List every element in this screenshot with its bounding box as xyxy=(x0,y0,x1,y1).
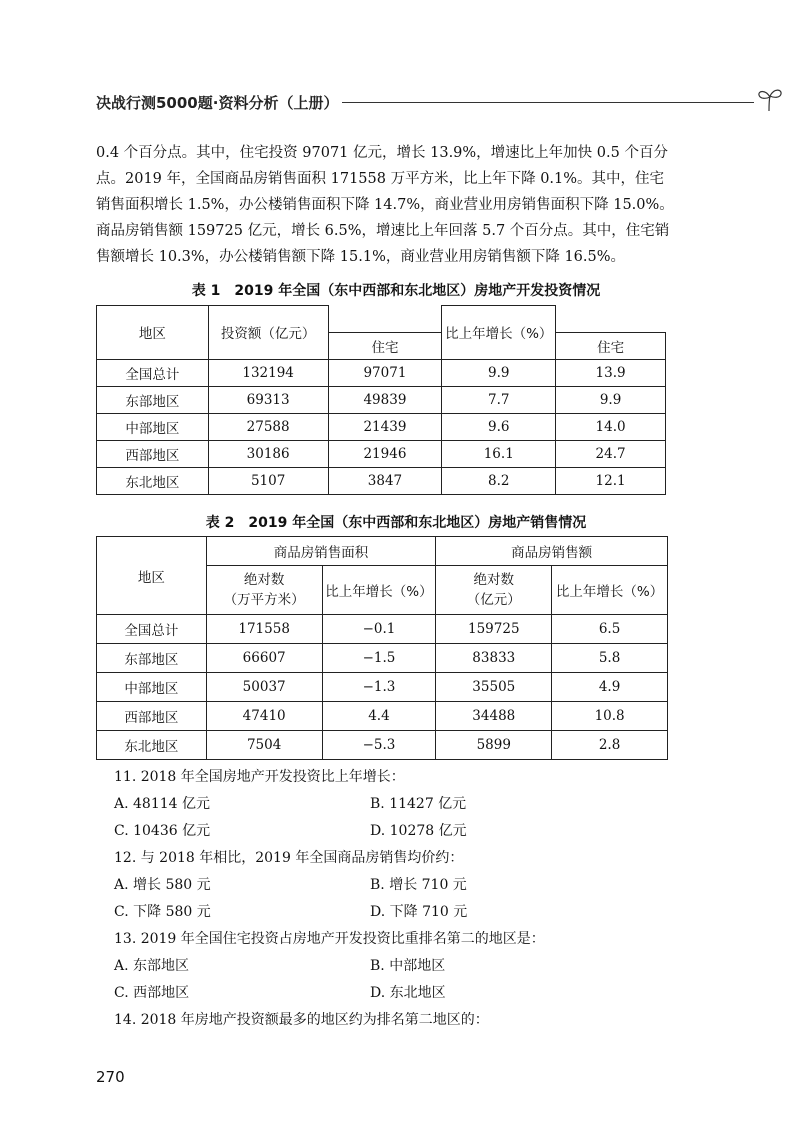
option-a: A. 48114 亿元 xyxy=(114,796,210,812)
cell-area-growth: −0.1 xyxy=(322,615,436,644)
header-sales: 商品房销售额 xyxy=(436,537,668,566)
table-row xyxy=(97,702,668,731)
table2-caption: 表 2 2019 年全国（东中西部和东北地区）房地产销售情况 xyxy=(205,515,587,531)
table1-caption: 表 1 2019 年全国（东中西部和东北地区）房地产开发投资情况 xyxy=(191,283,601,299)
sales-table xyxy=(96,536,668,760)
header-region: 地区 xyxy=(97,306,209,360)
cell-residential: 3847 xyxy=(328,467,442,494)
header-area-growth: 比上年增长（%） xyxy=(322,566,436,615)
header-growth-residential: 住宅 xyxy=(556,332,666,359)
cell-sales-growth: 5.8 xyxy=(552,644,668,673)
cell-area-growth: −1.5 xyxy=(322,644,436,673)
cell-area-growth: −1.3 xyxy=(322,673,436,702)
option-a: A. 东部地区 xyxy=(114,958,190,974)
cell-growth-residential: 9.9 xyxy=(556,386,666,413)
option-d: D. 东北地区 xyxy=(370,985,446,1001)
cell-sales: 159725 xyxy=(436,615,552,644)
header-title: 决战行测5000题·资料分析（上册） xyxy=(96,94,339,112)
page-header xyxy=(96,88,696,116)
cell-investment: 69313 xyxy=(208,386,328,413)
header-growth: 比上年增长（%） xyxy=(442,306,556,360)
table-row xyxy=(97,413,666,440)
cell-sales: 34488 xyxy=(436,702,552,731)
header-sales-absolute: 绝对数 （亿元） xyxy=(436,566,552,615)
option-d: D. 下降 710 元 xyxy=(370,904,468,920)
cell-region: 东部地区 xyxy=(97,386,209,413)
cell-residential: 49839 xyxy=(328,386,442,413)
cell-investment: 132194 xyxy=(208,359,328,386)
cell-growth: 8.2 xyxy=(442,467,556,494)
cell-region: 东部地区 xyxy=(97,644,207,673)
question-stem: 14. 2018 年房地产投资额最多的地区约为排名第二地区的： xyxy=(114,1012,489,1028)
option-b: B. 增长 710 元 xyxy=(370,877,467,893)
cell-sales-growth: 4.9 xyxy=(552,673,668,702)
table-row xyxy=(97,731,668,760)
header-rule xyxy=(342,102,754,103)
cell-residential: 21439 xyxy=(328,413,442,440)
body-paragraph xyxy=(96,140,696,270)
header-investment: 投资额（亿元） xyxy=(208,306,328,360)
cell-growth: 9.9 xyxy=(442,359,556,386)
header-residential: 住宅 xyxy=(328,332,442,359)
option-c: C. 下降 580 元 xyxy=(114,904,211,920)
cell-area-growth: −5.3 xyxy=(322,731,436,760)
cell-sales: 35505 xyxy=(436,673,552,702)
cell-growth: 7.7 xyxy=(442,386,556,413)
header-sales-growth: 比上年增长（%） xyxy=(552,566,668,615)
paragraph-line: 售额增长 10.3%，办公楼销售额下降 15.1%，商业营业用房销售额下降 16.5%。 xyxy=(96,249,626,265)
table-row xyxy=(97,386,666,413)
paragraph-line: 销售面积增长 1.5%，办公楼销售面积下降 14.7%，商业营业用房销售面积下降 15.0%。 xyxy=(96,197,674,213)
cell-sales: 5899 xyxy=(436,731,552,760)
cell-area: 50037 xyxy=(206,673,322,702)
page-number: 270 xyxy=(96,1068,125,1086)
investment-table xyxy=(96,305,666,495)
table-row xyxy=(97,467,666,494)
header-area: 商品房销售面积 xyxy=(206,537,436,566)
option-a: A. 增长 580 元 xyxy=(114,877,211,893)
table-row xyxy=(97,644,668,673)
cell-sales: 83833 xyxy=(436,644,552,673)
cell-area: 47410 xyxy=(206,702,322,731)
option-b: B. 中部地区 xyxy=(370,958,446,974)
cell-sales-growth: 10.8 xyxy=(552,702,668,731)
cell-region: 东北地区 xyxy=(97,731,207,760)
question-stem: 12. 与 2018 年相比，2019 年全国商品房销售均价约： xyxy=(114,850,464,866)
table-row xyxy=(97,359,666,386)
cell-area: 171558 xyxy=(206,615,322,644)
cell-region: 全国总计 xyxy=(97,615,207,644)
question-stem: 13. 2019 年全国住宅投资占房地产开发投资比重排名第二的地区是： xyxy=(114,931,545,947)
table-row xyxy=(97,440,666,467)
cell-area: 7504 xyxy=(206,731,322,760)
cell-region: 西部地区 xyxy=(97,702,207,731)
cell-growth-residential: 12.1 xyxy=(556,467,666,494)
option-b: B. 11427 亿元 xyxy=(370,796,467,812)
question-stem: 11. 2018 年全国房地产开发投资比上年增长： xyxy=(114,769,405,785)
table-row xyxy=(97,615,668,644)
cell-growth: 16.1 xyxy=(442,440,556,467)
cell-sales-growth: 2.8 xyxy=(552,731,668,760)
cell-growth-residential: 13.9 xyxy=(556,359,666,386)
cell-growth: 9.6 xyxy=(442,413,556,440)
cell-region: 中部地区 xyxy=(97,413,209,440)
table-row xyxy=(97,673,668,702)
cell-area-growth: 4.4 xyxy=(322,702,436,731)
cell-residential: 97071 xyxy=(328,359,442,386)
header-area-absolute: 绝对数 （万平方米） xyxy=(206,566,322,615)
question-list xyxy=(114,764,674,1034)
cell-investment: 27588 xyxy=(208,413,328,440)
cell-region: 中部地区 xyxy=(97,673,207,702)
cell-growth-residential: 14.0 xyxy=(556,413,666,440)
paragraph-line: 点。2019 年，全国商品房销售面积 171558 万平方米，比上年下降 0.1%。其中，住宅 xyxy=(96,171,665,187)
cell-residential: 21946 xyxy=(328,440,442,467)
header-region: 地区 xyxy=(97,537,207,615)
paragraph-line: 0.4 个百分点。其中，住宅投资 97071 亿元，增长 13.9%，增速比上年加快 0.5 个百分 xyxy=(96,145,668,161)
cell-region: 东北地区 xyxy=(97,467,209,494)
cell-sales-growth: 6.5 xyxy=(552,615,668,644)
cell-region: 全国总计 xyxy=(97,359,209,386)
cell-region: 西部地区 xyxy=(97,440,209,467)
cell-investment: 30186 xyxy=(208,440,328,467)
sprout-icon xyxy=(756,86,784,112)
paragraph-line: 商品房销售额 159725 亿元，增长 6.5%，增速比上年回落 5.7 个百分点。其中，住宅销 xyxy=(96,223,670,239)
cell-investment: 5107 xyxy=(208,467,328,494)
option-c: C. 10436 亿元 xyxy=(114,823,211,839)
cell-area: 66607 xyxy=(206,644,322,673)
cell-growth-residential: 24.7 xyxy=(556,440,666,467)
option-c: C. 西部地区 xyxy=(114,985,190,1001)
option-d: D. 10278 亿元 xyxy=(370,823,467,839)
